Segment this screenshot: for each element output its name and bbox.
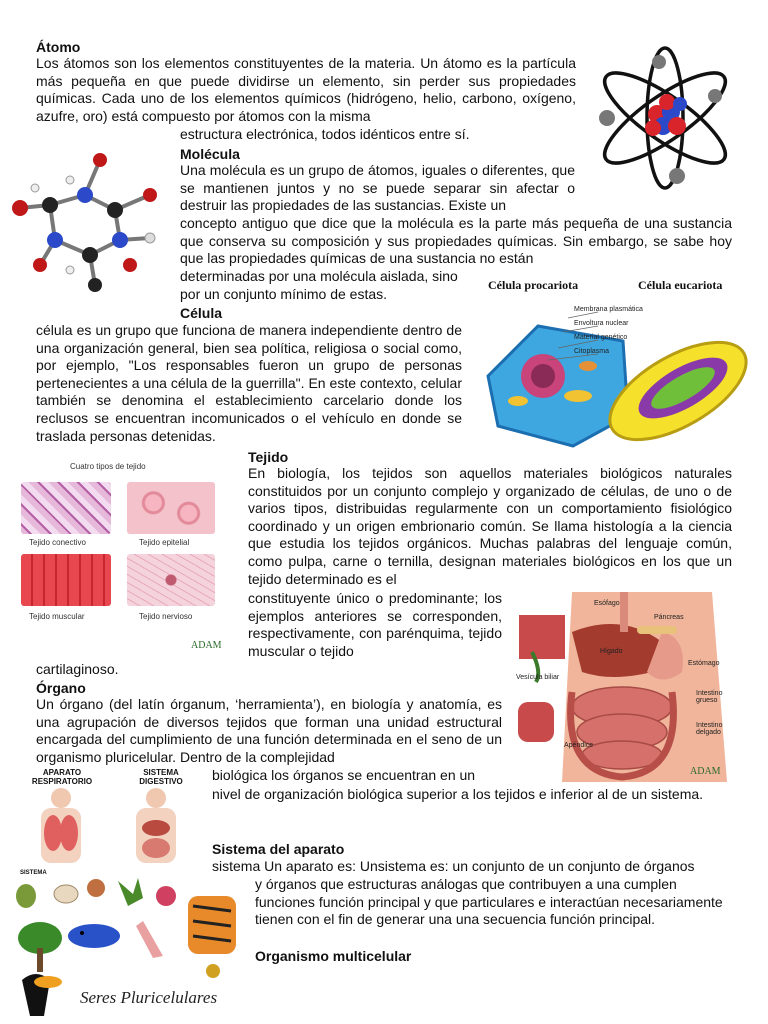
organ-label-liver: Hígado [600,648,623,655]
digestive-organs-illustration [512,592,742,782]
molecule-illustration [10,150,170,300]
organ-label-esophagus: Esófago [594,600,620,607]
atom-illustration [585,38,745,198]
system-bottom-label: SISTEMA [20,870,47,876]
paragraph-organo-end: nivel de organización biológica superior a los tejidos e inferior al de un sistema. [212,786,704,802]
organ-label-appendix: Apéndice [564,742,594,749]
tissue-label-epithelial: Tejido epitelial [139,538,190,547]
cell-label-nuclear-envelope: Envoltura nuclear [574,320,629,327]
section-title-tejido: Tejido [248,449,289,465]
organ-label-gallbladder: Vesícula biliar [516,674,560,681]
digestive-organs-figure [512,592,742,782]
paragraph-tejido-wide: En biología, los tejidos son aquellos materiales biológicos naturales constituidos por un conjunto complejo y organizado de células, de uno o de varios tipos, distribuidas regularmente con un comportamiento fisiológico coordinado y un origen embrionario común. Se llama histología a la ciencia que estudia los tejidos orgánicos. Muchas palabras del lenguaje común, como pulpa, carne o ternilla, designan materiales biológicos en los que un tejido determinado es el [248,465,732,587]
section-title-organo: Órgano [36,680,86,696]
tissue-nervous-image [127,554,215,606]
systems-figure [16,766,206,876]
respiratory-system-label: APARATO RESPIRATORIO [31,768,93,786]
paragraph-molecula-wide: concepto antiguo que dice que la molécula es la parte más pequeña de una sustancia que conserva su composición y sus propiedades químicas. Sin embargo, se sabe hoy que las propiedades químicas de una sustancia no están [180,215,732,267]
tissue-muscular-image [21,554,111,606]
multicellular-figure [8,876,244,1024]
organ-label-small-intestine: Intestino delgado [696,722,723,736]
paragraph-organo-mid: biológica los órganos se encuentran en un [212,767,476,783]
section-title-organismo: Organismo multicelular [255,948,412,964]
tissue-label-nervous: Tejido nervioso [139,612,193,621]
organ-label-stomach: Estómago [688,660,720,667]
paragraph-organo-wide: Un órgano (del latín órganum, ‘herramienta’), en biología y anatomía, es una agrupación de diversos tejidos que forman una unidad estructural encargada del cumplimiento de una función determinada en el seno de un organismo pluricelular. Dentro de la complejidad [36,696,502,765]
cell-label-cytoplasm: Citoplasma [574,348,610,355]
caption-eukaryote: Célula eucariota [638,278,723,292]
cell-figure [478,276,760,452]
paragraph-atomo-end: estructura electrónica, todos idénticos entre sí. [180,126,470,142]
systems-illustration [16,788,206,868]
tissue-label-connective: Tejido conectivo [29,538,86,547]
caption-prokaryote: Célula procariota [488,278,579,292]
section-title-sistema: Sistema del aparato [212,841,345,857]
tissue-connective-image [21,482,111,534]
paragraph-tejido-narrow: constituyente único o predominante; los ejemplos anteriores se corresponden, respectivamente, con parénquima, tejido muscular o tejido [248,590,502,659]
section-title-molecula: Molécula [180,146,240,162]
organ-label-large-intestine: Intestino grueso [696,690,723,704]
section-title-atomo: Átomo [36,39,81,55]
tissue-figure [15,456,240,656]
paragraph-celula: célula es un grupo que funciona de manera independiente dentro de una organización general, bien sea política, religiosa o social como, por ejemplo, "Los responsables fueron un grupo de personas pertenecientes a una célula de la guerrilla". En este contexto, celular también se denomina el establecimiento carcelario donde los reclusos se encuentran incomunicados o el vehículo en donde se traslada personas detenidas. [36,322,462,444]
paragraph-molecula-narrow: Una molécula es un grupo de átomos, iguales o diferentes, que se mantienen juntos y no se puede separar sin afectar o destruir las propiedades de las sustancias. Existe un [180,162,575,214]
paragraph-atomo: Los átomos son los elementos constituyentes de la materia. Un átomo es la partícula más pequeña en que puede dividirse un elemento, sin perder sus propiedades químicas. Cada uno de los elementos químicos (hidrógeno, helio, carbono, oxígeno, azufre, oro) está compuesto por átomos con la misma [36,55,576,124]
digestive-system-label: SISTEMA DIGESTIVO [139,768,183,786]
organs-brand-logo: ADAM [690,766,721,777]
paragraph-sistema: y órganos que estructuras análogas que contribuyen a una cumplen funciones función principal y que particulares e interactúan necesariamente tienen con el fin de generar una una secuencia función principal. [255,876,723,928]
organisms-caption: Seres Pluricelulares [80,988,218,1007]
paragraph-tejido-end: cartilaginoso. [36,661,119,677]
organ-label-pancreas: Páncreas [654,614,684,621]
section-title-celula: Célula [180,305,223,321]
tissue-epithelial-image [127,482,215,534]
cell-label-genetic-material: Material genético [574,334,628,341]
tissue-label-muscular: Tejido muscular [29,612,85,621]
tissue-figure-title: Cuatro tipos de tejido [70,462,146,471]
paragraph-sistema-first: sistema Un aparato es: Unsistema es: un conjunto de un conjunto de órganos [212,858,695,874]
tissue-brand-logo: ADAM [191,640,222,651]
cell-label-membrane: Membrana plasmática [574,306,643,313]
paragraph-molecula-end: determinadas por una molécula aislada, sino por un conjunto mínimo de estas. [180,268,458,302]
